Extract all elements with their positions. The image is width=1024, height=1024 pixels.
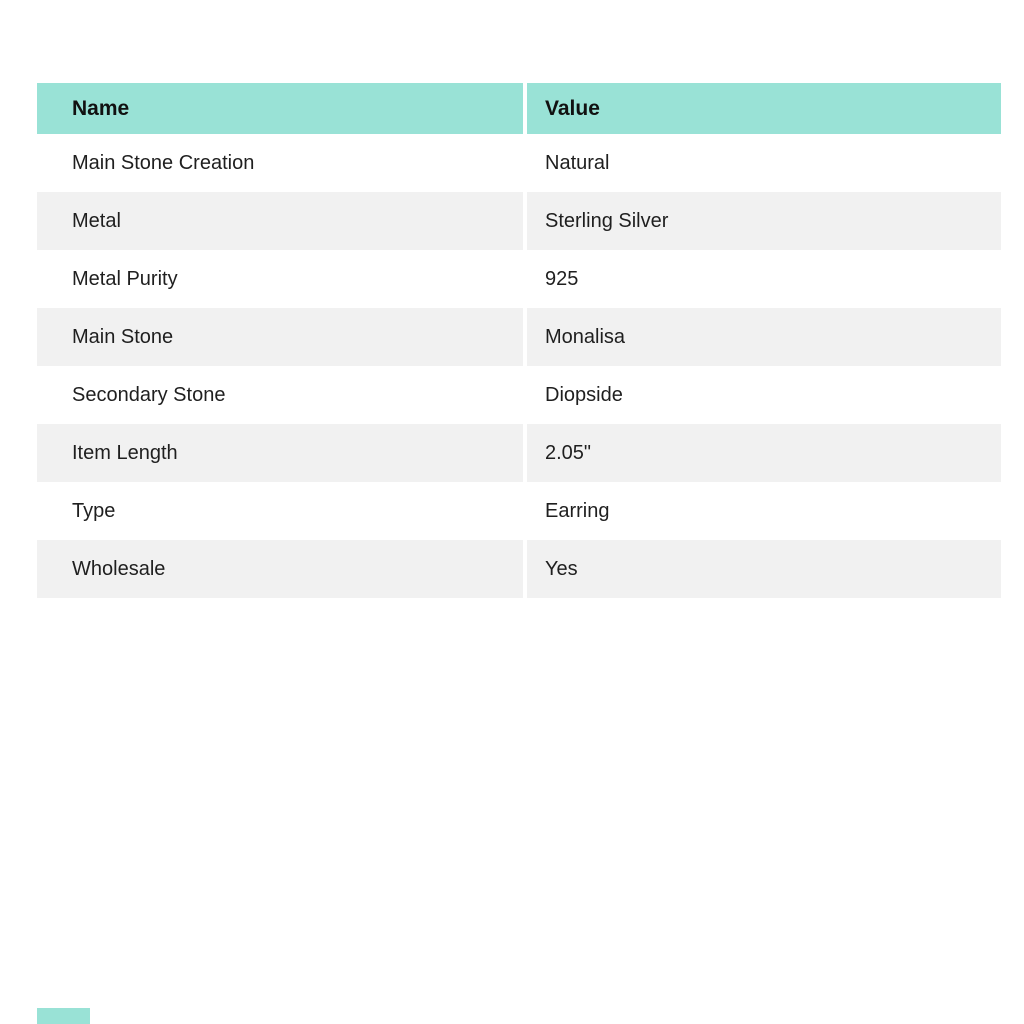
partial-table-header-fragment (37, 1008, 90, 1024)
table-row (37, 482, 1001, 540)
spec-name: Item Length (37, 424, 523, 482)
spec-name: Type (37, 482, 523, 540)
header-cell-name: Name (37, 83, 523, 134)
table-row (37, 366, 1001, 424)
spec-value: Monalisa (527, 308, 1001, 366)
spec-name: Main Stone Creation (37, 134, 523, 192)
spec-name: Main Stone (37, 308, 523, 366)
table-row (37, 308, 1001, 366)
spec-value: Natural (527, 134, 1001, 192)
spec-value: 925 (527, 250, 1001, 308)
spec-name: Metal Purity (37, 250, 523, 308)
spec-name: Wholesale (37, 540, 523, 598)
spec-value: Earring (527, 482, 1001, 540)
product-specs-table (37, 83, 1001, 598)
table-row (37, 424, 1001, 482)
header-cell-value: Value (527, 83, 1001, 134)
spec-value: Yes (527, 540, 1001, 598)
spec-value: 2.05" (527, 424, 1001, 482)
table-row (37, 134, 1001, 192)
spec-value: Sterling Silver (527, 192, 1001, 250)
table-row (37, 250, 1001, 308)
spec-name: Secondary Stone (37, 366, 523, 424)
table-row (37, 192, 1001, 250)
table-header-row (37, 83, 1001, 134)
table-row (37, 540, 1001, 598)
spec-name: Metal (37, 192, 523, 250)
spec-value: Diopside (527, 366, 1001, 424)
